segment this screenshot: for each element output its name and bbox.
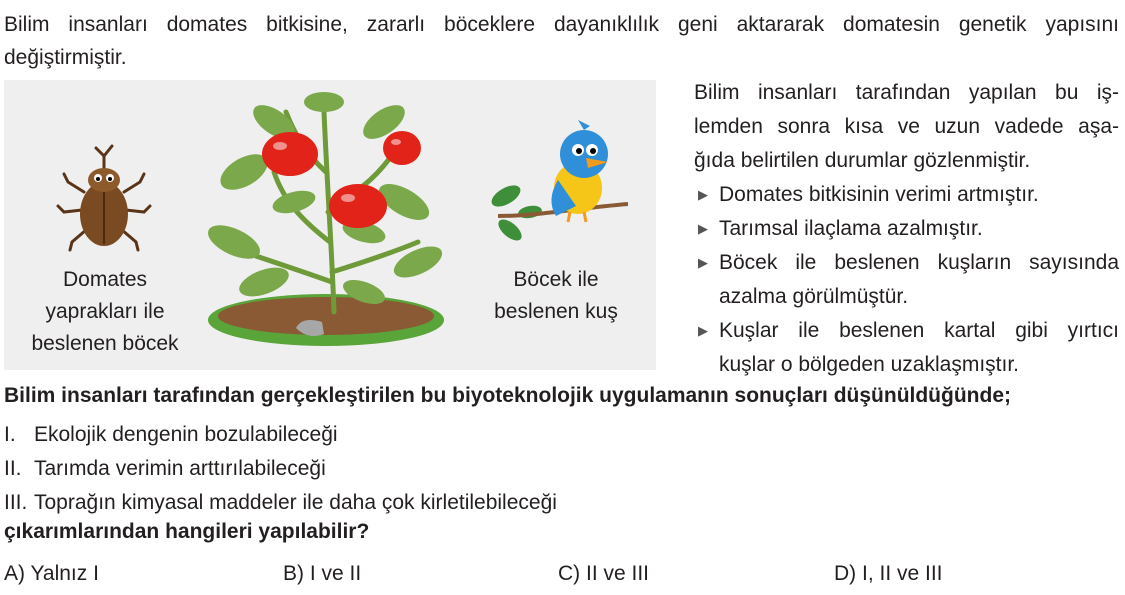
statement-list — [4, 418, 557, 520]
question-prompt: çıkarımlarından hangileri yapılabilir? — [4, 520, 370, 543]
statement-text: Toprağın kimyasal maddeler ile daha çok kirletilebileceği — [34, 491, 557, 514]
observation-bullet: ▶ Böcek ile beslenen kuşların sayısında azalma görülmüştür. — [694, 246, 1119, 314]
side-line-2: lemden sonra kısa ve uzun vadede aşa- — [694, 115, 1119, 138]
statement-item — [4, 452, 557, 486]
question-stem: Bilim insanları tarafından gerçekleştirilen bu biyoteknolojik uygulamanın sonuçları düşünüldüğünde; — [4, 384, 1011, 407]
beetle-image — [54, 142, 154, 254]
illustration-panel — [4, 80, 656, 370]
option-c[interactable]: C) II ve III — [558, 562, 650, 585]
statement-item — [4, 418, 557, 452]
intro-line-1: Bilim insanları domates bitkisine, zararlı böceklere dayanıklılık geni aktararak domatesin genetik yapısını — [4, 13, 1119, 36]
triangle-bullet-icon: ▶ — [698, 323, 708, 338]
observation-bullet: ▶ Kuşlar ile beslenen kartal gibi yırtıcı kuşlar o bölgeden uzaklaşmıştır. — [694, 314, 1119, 382]
tomato-plant-image — [204, 92, 454, 354]
intro-paragraph — [4, 8, 1119, 74]
observation-bullet: ▶ Tarımsal ilaçlama azalmıştır. — [694, 212, 1119, 246]
option-b[interactable]: B) I ve II — [283, 562, 362, 585]
option-a[interactable]: A) Yalnız I — [4, 562, 99, 585]
triangle-bullet-icon: ▶ — [698, 255, 708, 270]
beetle-label: Domates yaprakları ile beslenen böcek — [31, 268, 179, 355]
statement-numeral: III. — [4, 491, 28, 514]
observations-text — [694, 76, 1119, 382]
bird-label: Böcek ile beslenen kuş — [494, 268, 618, 323]
option-d[interactable]: D) I, II ve III — [834, 562, 943, 585]
statement-numeral: I. — [4, 423, 16, 446]
side-line-3: ğıda belirtilen durumlar gözlenmiştir. — [694, 149, 1031, 172]
intro-line-2: değiştirmiştir. — [4, 46, 127, 69]
statement-item — [4, 486, 557, 520]
observation-bullet: ▶ Domates bitkisinin verimi artmıştır. — [694, 178, 1119, 212]
side-line-1: Bilim insanları tarafından yapılan bu iş- — [694, 81, 1119, 104]
triangle-bullet-icon: ▶ — [698, 187, 708, 202]
statement-text: Tarımda verimin arttırılabileceği — [34, 457, 326, 480]
statement-numeral: II. — [4, 457, 22, 480]
triangle-bullet-icon: ▶ — [698, 221, 708, 236]
bird-image — [488, 120, 628, 256]
statement-text: Ekolojik dengenin bozulabileceği — [34, 423, 338, 446]
